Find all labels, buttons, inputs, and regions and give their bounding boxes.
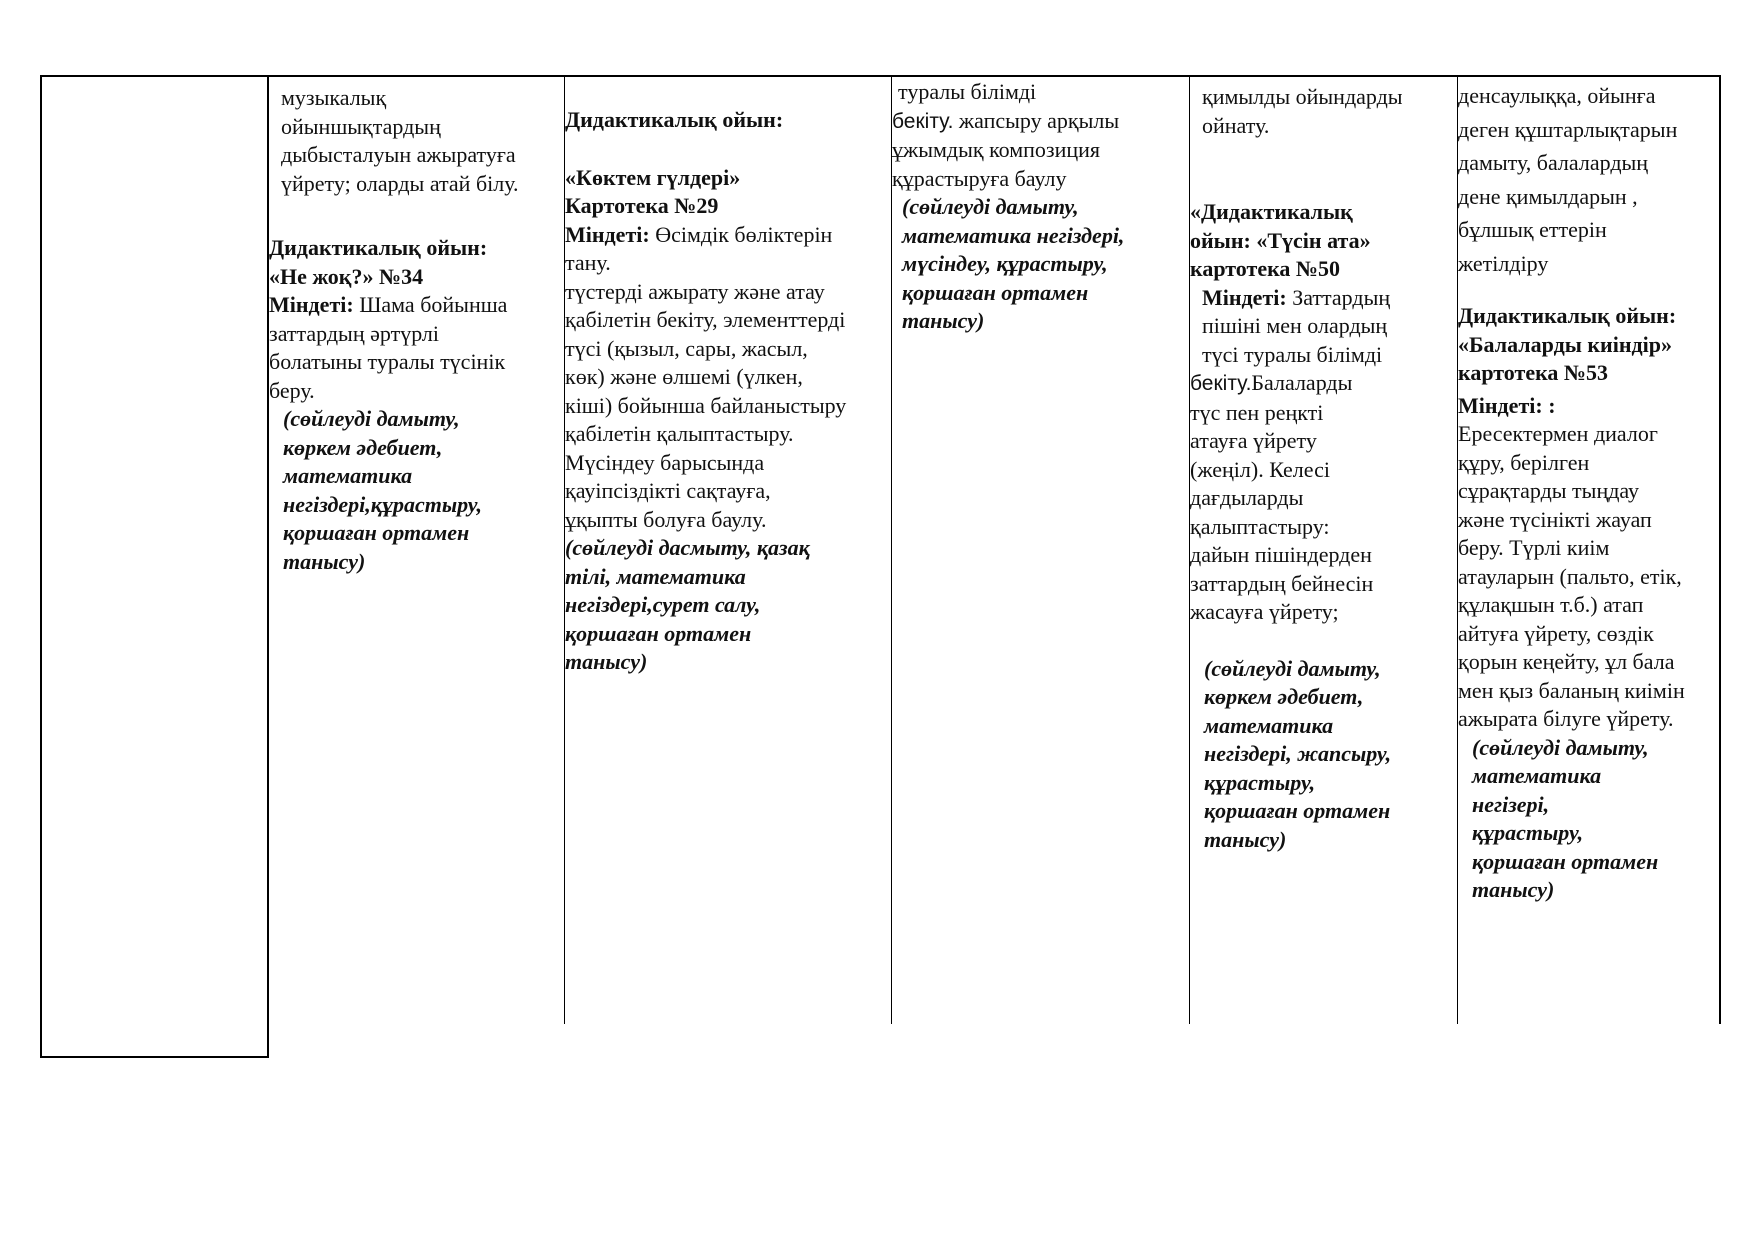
text-line: Дидактикалық ойын:: [1458, 303, 1677, 328]
text-fragment: жапсыру арқылы: [953, 107, 1120, 133]
text-line: танысу): [283, 548, 366, 574]
text-line: негіздері,құрастыру,: [283, 491, 482, 517]
text-line: сұрақтарды тыңдау: [1458, 478, 1640, 503]
task-text: Өсімдік бөліктерін: [649, 221, 833, 247]
text-line: математика негіздері,: [902, 222, 1125, 248]
text-line: атауларын (пальто, етік,: [1458, 563, 1682, 589]
task-label: Міндеті:: [269, 292, 354, 317]
text-line: Дидактикалық ойын:: [269, 235, 488, 260]
col6-game-title: [1458, 302, 1718, 420]
col2-intro: [269, 84, 563, 198]
text-line: жасауға үйрету;: [1190, 599, 1339, 624]
col3-task: [565, 221, 890, 250]
col5-bekitu-line: [1190, 369, 1456, 399]
col4-areas: [892, 193, 1188, 336]
table-top-border: [40, 75, 1721, 77]
text-line: атауға үйрету: [1190, 428, 1317, 453]
text-line: танысу): [565, 649, 648, 674]
col3-areas: [565, 534, 890, 677]
text-fragment: Балаларды: [1251, 370, 1353, 395]
col2-game-title: [269, 234, 563, 291]
text-line: болатыны туралы түсінік: [269, 349, 506, 374]
text-line: танысу): [1472, 877, 1555, 902]
text-fragment: бекіту.: [1190, 372, 1252, 395]
task-text: Заттардың: [1286, 284, 1391, 310]
text-line: негізері,: [1472, 791, 1550, 817]
text-line: ажырата білуге үйрету.: [1458, 706, 1674, 731]
table-cell-empty: [42, 77, 267, 1056]
table-cell-col6: [1458, 79, 1718, 905]
text-line: қоршаған ортамен: [283, 520, 470, 545]
text-line: түсі туралы білімді: [1202, 341, 1383, 367]
text-line: қауіпсіздікті сақтауға,: [565, 478, 771, 503]
text-line: қорын кеңейту, ұл бала: [1458, 649, 1675, 674]
text-line: туралы білімді: [898, 79, 1037, 104]
text-line: Дидактикалық ойын:: [565, 107, 784, 132]
text-line: негіздері,сурет салу,: [565, 592, 761, 617]
text-line: (жеңіл). Келесі: [1190, 456, 1330, 482]
text-line: үйрету; оларды атай білу.: [281, 170, 519, 196]
table-cell-col4: [892, 78, 1188, 336]
text-line: Картотека №29: [565, 193, 719, 218]
text-line: математика: [1472, 763, 1602, 788]
text-line: түсі (қызыл, сары, жасыл,: [565, 335, 808, 361]
text-line: негіздері, жапсыру,: [1204, 741, 1392, 766]
text-line: (сөйлеуді дамыту,: [1204, 655, 1381, 681]
col6-areas: [1458, 734, 1718, 905]
col5-areas: [1190, 655, 1456, 855]
text-line: бұлшық еттерін: [1458, 217, 1607, 242]
text-line: танысу): [1204, 826, 1287, 852]
text-line: картотека №50: [1190, 256, 1341, 281]
col6-intro: [1458, 79, 1718, 280]
text-line: жетілдіру: [1458, 250, 1549, 276]
text-line: ойнату.: [1202, 112, 1270, 138]
text-line: құрастыруға баулу: [892, 165, 1067, 191]
text-line: математика: [1204, 712, 1334, 738]
task-label: Міндеті:: [565, 221, 650, 247]
text-line: ойыншықтардың: [281, 113, 441, 139]
task-text: Шама бойынша: [353, 292, 508, 317]
text-line: «Балаларды киіндір»: [1458, 331, 1672, 357]
text-line: денсаулыққа, ойынға: [1458, 83, 1656, 108]
text-line: Ересектермен диалог: [1458, 421, 1658, 446]
text-line: заттардың әртүрлі: [269, 320, 439, 346]
text-line: кіші) бойынша байланыстыру: [565, 392, 847, 418]
text-line: қоршаған ортамен: [1472, 848, 1659, 874]
text-line: (сөйлеуді дамыту,: [283, 406, 460, 431]
task-label: Міндеті:: [1202, 284, 1287, 310]
text-line: танысу): [902, 308, 985, 333]
text-line: Мүсіндеу барысында: [565, 449, 765, 475]
text-line: дене қимылдарын ,: [1458, 183, 1638, 209]
text-line: қалыптастыру:: [1190, 513, 1330, 539]
col2-task: [269, 291, 563, 320]
col3-game-title: [565, 106, 890, 221]
text-line: көркем әдебиет,: [283, 434, 443, 460]
table-cell-col2: [269, 84, 563, 576]
col5-intro: [1190, 83, 1456, 140]
text-line: тілі, математика: [565, 563, 746, 589]
text-line: беру. Түрлі киім: [1458, 535, 1610, 560]
text-line: мен қыз баланың киімін: [1458, 677, 1685, 703]
text-line: «Көктем гүлдері»: [565, 164, 741, 190]
text-line: түс пен реңкті: [1190, 399, 1324, 425]
text-line: беру.: [269, 377, 315, 403]
text-line: «Дидактикалық: [1190, 199, 1353, 224]
text-line: құру, берілген: [1458, 449, 1590, 475]
text-line: және түсінікті жауап: [1458, 506, 1652, 532]
text-line: Міндеті: :: [1458, 392, 1556, 418]
text-line: деген құштарлықтарын: [1458, 116, 1678, 142]
text-line: мүсіндеу, құрастыру,: [902, 251, 1108, 276]
col5-task: [1190, 284, 1456, 370]
text-line: (сөйлеуді дамыту,: [902, 194, 1079, 219]
text-line: [1202, 284, 1456, 313]
text-line: қабілетін бекіту, элементтерді: [565, 307, 846, 332]
text-line: қоршаған ортамен: [565, 620, 752, 646]
text-line: музыкалық: [281, 85, 387, 110]
col5-game-title: [1190, 198, 1456, 284]
text-line: құлақшын т.б.) атап: [1458, 592, 1644, 617]
text-line: айтуға үйрету, сөздік: [1458, 620, 1654, 646]
text-line: көркем әдебиет,: [1204, 684, 1364, 709]
text-line: дағдыларды: [1190, 485, 1304, 510]
text-line: қимылды ойындарды: [1202, 84, 1403, 109]
text-line: ұжымдық композиция: [892, 137, 1101, 162]
text-line: «Не жоқ?» №34: [269, 263, 424, 289]
text-line: пішіні мен олардың: [1202, 313, 1388, 338]
text-line: ұқыпты болуға баулу.: [565, 506, 767, 532]
col4-bekitu-line: [892, 107, 1188, 137]
text-line: көк) және өлшемі (үлкен,: [565, 364, 803, 389]
text-line: қабілетін қалыптастыру.: [565, 421, 794, 446]
text-line: дамыту, балалардың: [1458, 150, 1649, 175]
text-line: математика: [283, 463, 413, 488]
text-line: картотека №53: [1458, 360, 1609, 385]
text-line: (сөйлеуді дасмыту, қазақ: [565, 535, 810, 560]
text-line: (сөйлеуді дамыту,: [1472, 734, 1649, 760]
table-right-border: [1719, 75, 1721, 1024]
table-cell-col5: [1190, 83, 1456, 854]
text-line: қоршаған ортамен: [902, 279, 1089, 305]
col2-areas: [269, 405, 563, 576]
text-line: дайын пішіндерден: [1190, 542, 1372, 567]
table-cell-col3: [565, 106, 890, 677]
text-line: дыбысталуын ажыратуға: [281, 142, 516, 167]
text-fragment: бекіту.: [892, 109, 954, 133]
text-line: құрастыру,: [1204, 769, 1316, 795]
text-line: түстерді ажырату және атау: [565, 278, 825, 304]
text-line: құрастыру,: [1472, 820, 1584, 845]
text-line: заттардың бейнесін: [1190, 570, 1374, 596]
table-left-bottom-border: [40, 1056, 269, 1058]
text-line: қоршаған ортамен: [1204, 798, 1391, 823]
text-line: тану.: [565, 250, 611, 275]
text-line: ойын: «Түсін ата»: [1190, 227, 1371, 253]
